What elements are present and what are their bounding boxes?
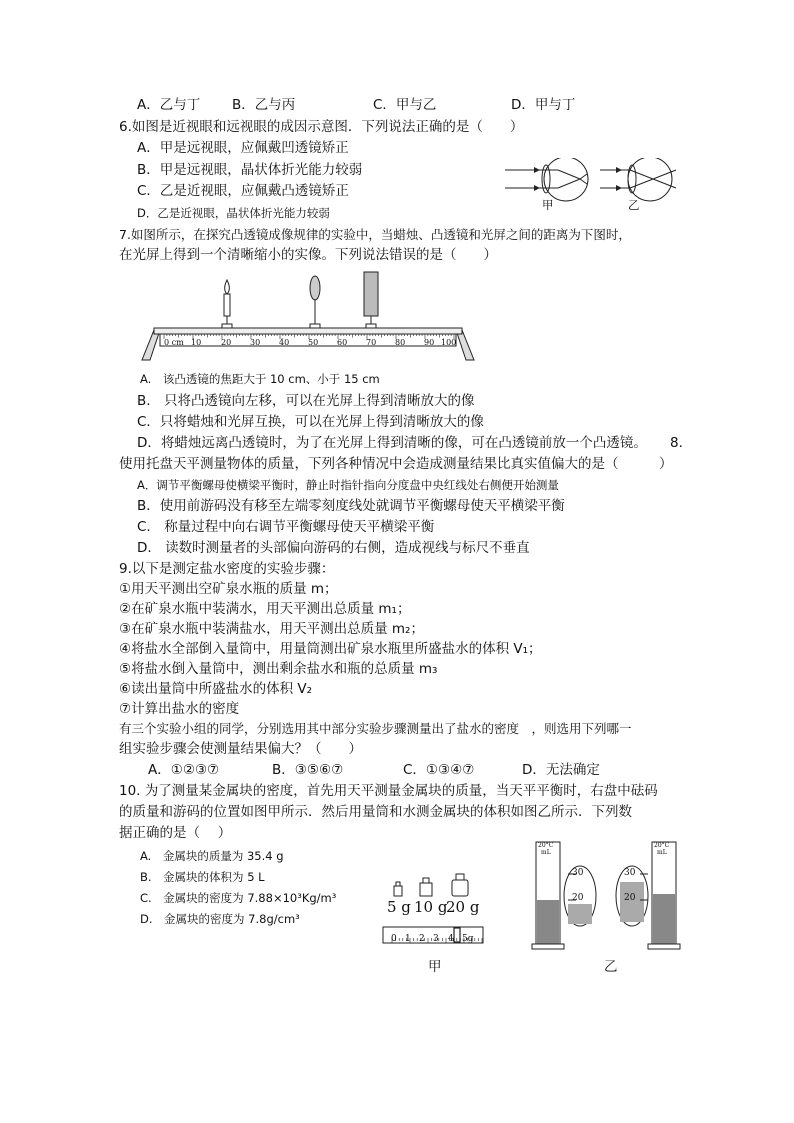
scale-tick-2: 2 — [419, 934, 425, 944]
q8-option-b: B．使用前游码没有移至左端零刻度线处就调节平衡螺母使天平横梁平衡 — [137, 498, 565, 514]
q7-option-d: D．将蜡烛远离凸透镜时，为了在光屏上得到清晰的像，可在凸透镜前放一个凸透镜。 — [137, 435, 647, 451]
cylinder-left — [532, 842, 564, 949]
q8-number: 8. — [670, 435, 683, 451]
q8-option-a: A．调节平衡螺母使横梁平衡时，静止时指针指向分度盘中央红线处右侧便开始测量 — [137, 478, 559, 492]
scale-tick-3: 3 — [433, 934, 439, 944]
q8-option-d: D. 读数时测量者的头部偏向游码的右侧，造成视线与标尺不垂直 — [137, 540, 530, 556]
q6-option-c: C．乙是近视眼，应佩戴凸透镜矫正 — [137, 183, 349, 199]
ruler-tick-label: 70 — [366, 338, 377, 347]
q9-step-3: ③在矿泉水瓶中装满盐水，用天平测出总质量 m₂； — [119, 621, 424, 637]
weight-10g — [420, 878, 432, 896]
cylinder-right-mark-30: 30 — [624, 868, 636, 878]
weight-label-20g: 20 g — [446, 898, 480, 916]
q9-step-7: ⑦计算出盐水的密度 — [119, 701, 240, 717]
fig-label-yi-2: 乙 — [604, 959, 618, 975]
q10-stem-line2: 的质量和游码的位置如图甲所示．然后用量筒和水测金属块的体积如图乙所示．下列数 — [119, 804, 632, 820]
q10-option-d: D. 金属块的密度为 7.8g/cm³ — [140, 912, 300, 926]
q9-option-d: D．无法确定 — [522, 762, 600, 778]
q6-option-a: A．甲是远视眼，应佩戴凹透镜矫正 — [137, 140, 349, 156]
ruler-tick-label: 80 — [395, 338, 406, 347]
q7-option-c: C．只将蜡烛和光屏互换，可以在光屏上得到清晰放大的像 — [137, 414, 484, 430]
q6-stem: 6.如图是近视眼和远视眼的成因示意图．下列说法正确的是（ ） — [119, 119, 524, 135]
q10-option-b: B. 金属块的体积为 5 L — [140, 870, 265, 884]
q6-option-b: B．甲是远视眼，晶状体折光能力较弱 — [137, 162, 363, 178]
q9-question-line2: 组实验步骤会使测量结果偏大？（ ） — [119, 741, 362, 757]
ruler-tick-label: 0 cm — [164, 338, 184, 347]
ruler-tick-label: 10 — [191, 338, 202, 347]
cylinder-left-temp: 20°C — [538, 842, 554, 849]
weight-label-5g: 5 g — [387, 898, 411, 916]
scale-tick-1: 1 — [405, 934, 411, 944]
q9-option-a: A．①②③⑦ — [148, 762, 220, 778]
q5-option-c: C．甲与乙 — [373, 97, 437, 113]
graduated-cylinders-figure — [528, 838, 696, 952]
q5-option-a: A．乙与丁 — [137, 97, 201, 113]
scale-tick-4: 4 — [448, 934, 454, 944]
q8-option-c: C. 称量过程中向右调节平衡螺母使天平横梁平衡 — [137, 519, 435, 535]
cylinder-right — [648, 842, 680, 949]
q9-step-2: ②在矿泉水瓶中装满水，用天平测出总质量 m₁； — [119, 601, 411, 617]
cylinder-right-unit: mL — [657, 849, 667, 856]
q9-step-5: ⑤将盐水倒入量筒中，测出剩余盐水和瓶的总质量 m₃ — [119, 661, 438, 677]
eye-diagram — [500, 158, 680, 216]
q9-stem: 9.以下是测定盐水密度的实验步骤： — [119, 561, 335, 577]
q10-stem-line1: 10. 为了测量某金属块的密度，首先用天平测量金属块的质量，当天平平衡时，右盘中砝码 — [119, 783, 658, 799]
cylinder-right-temp: 20°C — [654, 842, 670, 849]
q9-step-4: ④将盐水全部倒入量筒中，用量筒测出矿泉水瓶里所盛盐水的体积 V₁； — [119, 641, 542, 657]
weight-20g — [452, 874, 468, 896]
fig-label-jia-2: 甲 — [428, 959, 442, 975]
cylinder-left-mark-30: 30 — [572, 868, 584, 878]
optical-bench — [140, 268, 480, 368]
q10-stem-line3: 据正确的是（ ） — [119, 825, 232, 841]
weight-label-10g: 10 g — [414, 898, 448, 916]
q9-option-c: C．①③④⑦ — [403, 762, 475, 778]
q9-question-line1: 有三个实验小组的同学，分别选用其中部分实验步骤测量出了盐水的密度 ，则选用下列哪一 — [119, 721, 632, 736]
candle — [222, 280, 232, 330]
ruler-tick-label: 100 — [441, 338, 457, 347]
q7-option-a: A. 该凸透镜的焦距大于 10 cm、小于 15 cm — [140, 372, 380, 386]
cylinder-right-mark-20: 20 — [624, 893, 636, 903]
q6-option-d: D．乙是近视眼，晶状体折光能力较弱 — [137, 206, 330, 220]
q9-step-6: ⑥读出量筒中所盛盐水的体积 V₂ — [119, 681, 313, 697]
fig-label-yi: 乙 — [628, 198, 640, 212]
farsighted-eye-figure — [600, 158, 676, 201]
weight-5g — [394, 882, 402, 896]
ruler-tick-label: 40 — [279, 338, 290, 347]
cylinder-left-unit: mL — [541, 849, 551, 856]
q8-stem: 使用托盘天平测量物体的质量，下列各种情况中会造成测量结果比真实值偏大的是（ ） — [119, 456, 673, 472]
q7-stem-line2: 在光屏上得到一个清晰缩小的实像。下列说法错误的是（ ） — [119, 247, 497, 263]
q5-option-b: B．乙与丙 — [232, 97, 296, 113]
ruler-tick-label: 20 — [221, 338, 232, 347]
q10-option-a: A. 金属块的质量为 35.4 g — [140, 849, 284, 863]
q9-step-1: ①用天平测出空矿泉水瓶的质量 m； — [119, 581, 338, 597]
convex-lens — [310, 276, 320, 330]
q5-option-d: D．甲与丁 — [511, 97, 576, 113]
q7-stem-line1: 7.如图所示，在探究凸透镜成像规律的实验中，当蜡烛、凸透镜和光屏之间的距离为下图时， — [119, 227, 631, 242]
q7-option-b: B. 只将凸透镜向左移，可以在光屏上得到清晰放大的像 — [137, 393, 475, 409]
scale-tick-0: 0 — [391, 934, 397, 944]
ruler-tick-label: 30 — [250, 338, 261, 347]
ruler-tick-label: 60 — [337, 338, 348, 347]
cylinder-left-mark-20: 20 — [572, 893, 584, 903]
ruler-tick-label: 90 — [424, 338, 435, 347]
fig-label-jia: 甲 — [542, 198, 554, 212]
light-screen — [364, 272, 378, 330]
ruler-tick-label: 50 — [308, 338, 319, 347]
scale-tick-5g: 5g — [462, 934, 474, 944]
q9-option-b: B．③⑤⑥⑦ — [272, 762, 344, 778]
q10-option-c: C. 金属块的密度为 7.88×10³Kg/m³ — [140, 891, 337, 905]
nearsighted-eye-figure — [505, 158, 588, 201]
